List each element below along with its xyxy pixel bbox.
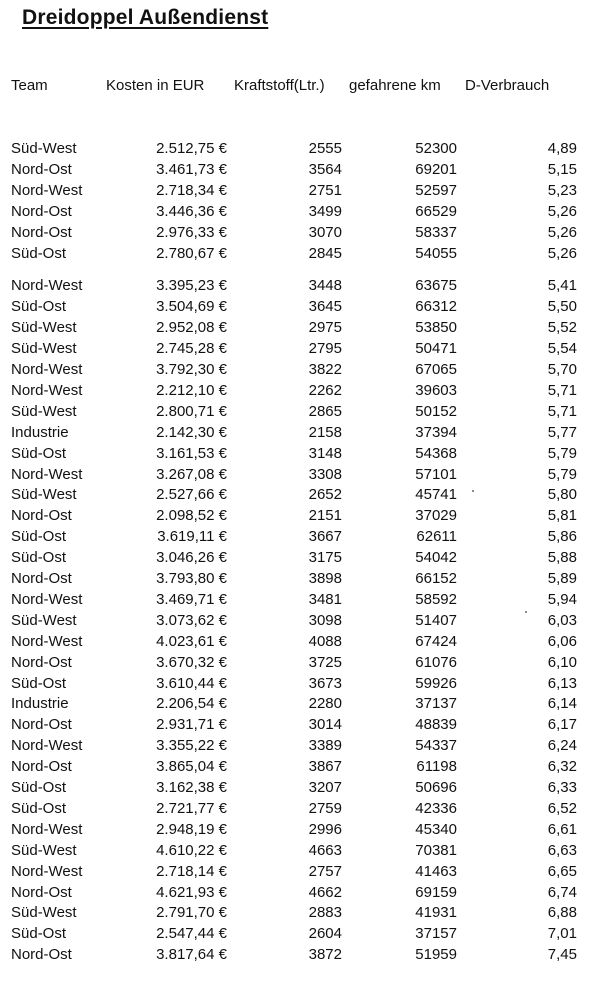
consumption-cell: 6,24 [547,737,577,755]
fuel-cell: 3564 [308,160,342,178]
team-cell: Süd-Ost [11,549,67,567]
km-cell: 57101 [415,465,457,483]
km-cell: 37029 [415,507,457,525]
km-cell: 53850 [415,319,457,337]
cost-cell: 2.547,44 € [156,925,227,943]
fuel-cell: 2795 [308,340,342,358]
team-cell: Nord-West [11,737,83,755]
team-cell: Süd-West [11,486,77,504]
team-cell: Nord-West [11,862,83,880]
fuel-cell: 3070 [308,223,342,241]
table-row [0,318,600,338]
km-cell: 70381 [415,841,457,859]
table-row [0,945,600,965]
cost-cell: 3.865,04 € [156,758,227,776]
consumption-cell: 6,33 [547,779,577,796]
cost-cell: 2.718,14 € [156,862,227,880]
consumption-cell: 6,65 [547,862,577,880]
consumption-cell: 4,89 [547,140,577,157]
fuel-cell: 2652 [308,486,342,504]
cost-cell: 2.142,30 € [156,423,227,441]
km-cell: 59926 [415,674,457,692]
team-cell: Nord-Ost [11,570,72,587]
consumption-cell: 5,81 [547,507,577,525]
table-row [0,381,600,401]
team-cell: Nord-West [11,361,83,378]
fuel-cell: 2759 [308,799,342,817]
table-row [0,924,600,944]
cost-cell: 2.780,67 € [156,244,227,262]
cost-cell: 2.800,71 € [156,402,227,420]
table-row [0,715,600,735]
table-row [0,339,600,359]
consumption-cell: 5,77 [547,423,577,441]
table-row [0,799,600,819]
km-cell: 45340 [415,820,457,838]
table-row [0,778,600,798]
table-row [0,590,600,610]
consumption-cell: 5,15 [547,160,577,178]
km-cell: 69159 [415,883,457,901]
km-cell: 50152 [415,402,457,420]
cost-cell: 3.619,11 € [157,528,227,546]
team-cell: Süd-Ost [11,244,67,262]
consumption-cell: 7,01 [547,925,577,943]
table-row [0,736,600,756]
fuel-cell: 2262 [308,381,342,399]
table-row [0,653,600,673]
consumption-cell: 6,63 [547,841,577,859]
table-row [0,276,600,296]
cost-cell: 2.948,19 € [156,820,227,838]
fuel-cell: 3872 [308,946,342,964]
cost-cell: 3.267,08 € [156,465,227,483]
team-cell: Süd-Ost [11,674,67,692]
team-cell: Nord-Ost [11,653,72,671]
fuel-cell: 3448 [308,277,342,295]
team-cell: Süd-Ost [11,779,67,796]
km-cell: 58337 [415,223,457,241]
km-cell: 62611 [416,528,457,546]
table-row [0,202,600,222]
consumption-cell: 6,32 [547,758,577,776]
km-cell: 48839 [415,716,457,734]
km-cell: 51959 [415,946,457,964]
team-cell: Süd-Ost [11,528,67,546]
team-cell: Nord-Ost [11,883,72,901]
consumption-cell: 6,88 [547,904,577,922]
fuel-cell: 2280 [308,695,342,713]
km-cell: 37137 [415,695,457,713]
fuel-cell: 2757 [308,862,342,880]
cost-cell: 2.206,54 € [156,695,227,713]
consumption-cell: 6,06 [547,632,577,650]
cost-cell: 3.469,71 € [156,590,227,608]
team-cell: Nord-West [11,590,83,608]
table-row [0,485,600,505]
fuel-cell: 3645 [308,298,342,316]
consumption-cell: 6,13 [547,674,577,692]
km-cell: 61076 [415,653,457,671]
km-cell: 66529 [415,202,457,220]
cost-cell: 3.792,30 € [156,361,227,378]
cost-cell: 3.461,73 € [156,160,227,178]
cost-cell: 2.721,77 € [156,799,227,817]
cost-cell: 2.976,33 € [156,223,227,241]
team-cell: Nord-Ost [11,946,72,964]
km-cell: 42336 [415,799,457,817]
cost-cell: 2.512,75 € [156,140,227,157]
fuel-cell: 3667 [308,528,342,546]
header-team: Team [11,77,48,94]
km-cell: 58592 [415,590,457,608]
fuel-cell: 3389 [308,737,342,755]
consumption-cell: 5,80 [547,486,577,504]
km-cell: 51407 [415,611,457,629]
consumption-cell: 5,70 [547,361,577,378]
fuel-cell: 3308 [308,465,342,483]
fuel-cell: 3175 [308,549,342,567]
cost-cell: 2.745,28 € [156,340,227,358]
table-row [0,903,600,923]
km-cell: 37394 [415,423,457,441]
table-row [0,757,600,777]
consumption-cell: 7,45 [547,946,577,964]
team-cell: Nord-West [11,181,83,199]
table-row [0,139,600,159]
consumption-cell: 6,14 [547,695,577,713]
km-cell: 66152 [415,570,457,587]
km-cell: 54055 [415,244,457,262]
table-row [0,820,600,840]
team-cell: Süd-West [11,611,77,629]
cost-cell: 3.355,22 € [156,737,227,755]
consumption-cell: 5,26 [547,244,577,262]
km-cell: 50471 [415,340,457,358]
team-cell: Industrie [11,423,69,441]
cost-cell: 3.446,36 € [156,202,227,220]
header-cost: Kosten in EUR [106,77,205,94]
consumption-cell: 6,03 [547,611,577,629]
fuel-cell: 2604 [308,925,342,943]
fuel-cell: 3725 [308,653,342,671]
km-cell: 69201 [415,160,457,178]
fuel-cell: 3148 [308,444,342,462]
header-consumption: D-Verbrauch [465,77,550,94]
team-cell: Nord-West [11,820,83,838]
fuel-cell: 2751 [308,181,342,199]
team-cell: Nord-West [11,465,83,483]
cost-cell: 2.718,34 € [156,181,227,199]
table-row [0,632,600,652]
fuel-cell: 3014 [308,716,342,734]
fuel-cell: 3822 [308,361,342,378]
km-cell: 52597 [415,181,457,199]
consumption-cell: 6,17 [547,716,577,734]
table-row [0,423,600,443]
team-cell: Süd-Ost [11,298,67,316]
table-row [0,841,600,861]
cost-cell: 3.046,26 € [156,549,227,567]
consumption-cell: 6,10 [547,653,577,671]
consumption-cell: 5,86 [547,528,577,546]
km-cell: 52300 [415,140,457,157]
fuel-cell: 2996 [308,820,342,838]
fuel-cell: 2883 [308,904,342,922]
consumption-cell: 5,50 [547,298,577,316]
team-cell: Nord-Ost [11,160,72,178]
team-cell: Nord-Ost [11,223,72,241]
table-row [0,223,600,243]
page-title: Dreidoppel Außendienst [22,6,269,29]
cost-cell: 4.621,93 € [156,883,227,901]
fuel-cell: 3499 [308,202,342,220]
team-cell: Nord-Ost [11,202,72,220]
cost-cell: 2.952,08 € [156,319,227,337]
consumption-cell: 5,26 [547,202,577,220]
table-row [0,506,600,526]
table-row [0,611,600,631]
table-row [0,862,600,882]
cost-cell: 3.670,32 € [156,653,227,671]
fuel-cell: 2158 [308,423,342,441]
cost-cell: 4.023,61 € [156,632,227,650]
table-row [0,674,600,694]
team-cell: Nord-Ost [11,716,72,734]
table-row [0,694,600,714]
consumption-cell: 5,26 [547,223,577,241]
table-row [0,883,600,903]
cost-cell: 2.527,66 € [156,486,227,504]
fuel-cell: 4663 [308,841,342,859]
cost-cell: 2.098,52 € [156,507,227,525]
km-cell: 39603 [415,381,457,399]
team-cell: Süd-West [11,402,77,420]
consumption-cell: 5,89 [547,570,577,587]
cost-cell: 3.161,53 € [156,444,227,462]
scan-speck [525,611,527,613]
table-row [0,360,600,380]
km-cell: 63675 [415,277,457,295]
team-cell: Süd-Ost [11,799,67,817]
fuel-cell: 3481 [308,590,342,608]
fuel-cell: 2151 [308,507,342,525]
fuel-cell: 3673 [308,674,342,692]
cost-cell: 2.791,70 € [156,904,227,922]
cost-cell: 4.610,22 € [156,841,227,859]
table-row [0,402,600,422]
team-cell: Nord-Ost [11,507,72,525]
fuel-cell: 2555 [308,140,342,157]
km-cell: 66312 [415,298,457,316]
consumption-cell: 5,79 [547,444,577,462]
km-cell: 50696 [415,779,457,796]
cost-cell: 3.162,38 € [156,779,227,796]
table-row [0,465,600,485]
cost-cell: 2.212,10 € [156,381,227,399]
table-row [0,297,600,317]
consumption-cell: 5,54 [547,340,577,358]
fuel-cell: 2845 [308,244,342,262]
fuel-cell: 4088 [308,632,342,650]
fuel-cell: 3207 [308,779,342,796]
team-cell: Süd-Ost [11,444,67,462]
fuel-cell: 2865 [308,402,342,420]
team-cell: Süd-West [11,340,77,358]
fuel-cell: 3898 [308,570,342,587]
team-cell: Nord-West [11,277,83,295]
km-cell: 54042 [415,549,457,567]
consumption-cell: 5,88 [547,549,577,567]
team-cell: Nord-West [11,632,83,650]
header-fuel: Kraftstoff(Ltr.) [234,77,325,94]
cost-cell: 3.395,23 € [156,277,227,295]
table-row [0,160,600,180]
consumption-cell: 5,71 [547,402,577,420]
km-cell: 54368 [415,444,457,462]
km-cell: 67424 [415,632,457,650]
team-cell: Süd-Ost [11,925,67,943]
cost-cell: 2.931,71 € [156,716,227,734]
km-cell: 41931 [415,904,457,922]
table-row [0,444,600,464]
cost-cell: 3.817,64 € [156,946,227,964]
km-cell: 67065 [415,361,457,378]
cost-cell: 3.504,69 € [156,298,227,316]
consumption-cell: 5,23 [547,181,577,199]
fuel-cell: 2975 [308,319,342,337]
table-row [0,244,600,264]
consumption-cell: 6,61 [547,820,577,838]
cost-cell: 3.073,62 € [156,611,227,629]
team-cell: Süd-West [11,841,77,859]
table-row [0,569,600,589]
table-row [0,181,600,201]
team-cell: Industrie [11,695,69,713]
km-cell: 41463 [415,862,457,880]
consumption-cell: 5,94 [547,590,577,608]
header-km: gefahrene km [349,77,441,94]
consumption-cell: 5,41 [547,277,577,295]
table-row [0,527,600,547]
cost-cell: 3.793,80 € [156,570,227,587]
table-row [0,548,600,568]
team-cell: Süd-West [11,140,77,157]
km-cell: 45741 [415,486,457,504]
team-cell: Nord-West [11,381,83,399]
team-cell: Nord-Ost [11,758,72,776]
scan-speck [472,490,474,492]
consumption-cell: 6,74 [547,883,577,901]
km-cell: 61198 [416,758,457,776]
km-cell: 37157 [415,925,457,943]
fuel-cell: 4662 [308,883,342,901]
team-cell: Süd-West [11,319,77,337]
consumption-cell: 6,52 [547,799,577,817]
consumption-cell: 5,79 [547,465,577,483]
team-cell: Süd-West [11,904,77,922]
km-cell: 54337 [415,737,457,755]
consumption-cell: 5,71 [547,381,577,399]
fuel-cell: 3098 [308,611,342,629]
fuel-cell: 3867 [308,758,342,776]
consumption-cell: 5,52 [547,319,577,337]
cost-cell: 3.610,44 € [156,674,227,692]
